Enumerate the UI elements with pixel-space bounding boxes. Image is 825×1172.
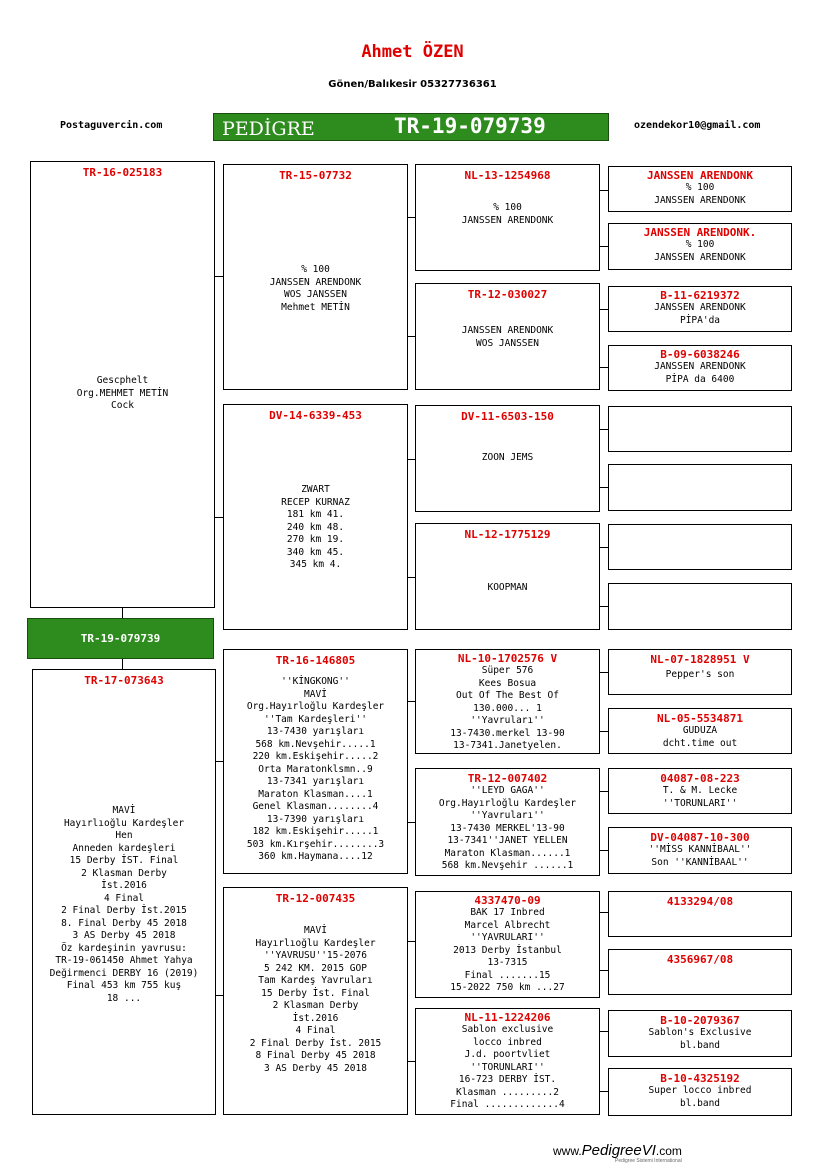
- gen4-ring-9: NL-07-1828951 V: [650, 653, 750, 666]
- gen4-ring-15: B-10-2079367: [660, 1014, 740, 1027]
- owner-location: Gönen/Balıkesir 05327736361: [328, 79, 497, 90]
- footer-brand[interactable]: [553, 1142, 682, 1164]
- gen3-ring-2: TR-12-030027: [467, 288, 548, 301]
- footer-brand-name: PedigreeVI: [581, 1142, 656, 1159]
- gen4-ring-3: B-11-6219372: [660, 289, 740, 302]
- gen4-ring-11: 04087-08-223: [660, 772, 740, 785]
- gen3-info-2: JANSSEN ARENDONK WOS JANSSEN: [461, 325, 554, 349]
- gen3-ring-1: NL-13-1254968: [464, 169, 551, 182]
- gen2-info-2: ZWART RECEP KURNAZ 181 km 41. 240 km 48. 270 km 19. 340 km 45. 345 km 4.: [281, 484, 350, 570]
- gen4-card-15[interactable]: [608, 1010, 792, 1057]
- gen2-info-4: MAVİ Hayırlıoğlu Kardeşler ''YAVRUSU''15-2076 5 242 KM. 2015 GOP Tam Kardeş Yavruları 15 Derby İst. Final 2 Klasman Derby İst.2016 4 Final 2 Final Derby İst. 2015 8 Final Derby 45 2018 3 AS Derby 45 2018: [249, 925, 382, 1074]
- gen2-card-3[interactable]: [223, 649, 408, 874]
- gen4-card-2[interactable]: [608, 223, 792, 270]
- gen2-ring-1: TR-15-07732: [279, 169, 352, 182]
- sire-card[interactable]: [30, 161, 215, 608]
- gen4-ring-13: 4133294/08: [666, 895, 734, 908]
- gen4-card-5[interactable]: [608, 406, 792, 452]
- gen4-info-11: T. & M. Lecke ''TORUNLARI'': [662, 785, 738, 809]
- sire-ring: TR-16-025183: [82, 166, 163, 179]
- gen3-card-6[interactable]: [415, 768, 600, 876]
- footer-brand-prefix: www.: [553, 1144, 582, 1158]
- gen4-card-14[interactable]: [608, 949, 792, 995]
- gen4-card-1[interactable]: [608, 166, 792, 212]
- banner-label: PEDİGRE: [222, 118, 315, 140]
- gen3-card-2[interactable]: [415, 283, 600, 390]
- gen4-card-13[interactable]: [608, 891, 792, 937]
- gen2-ring-2: DV-14-6339-453: [269, 409, 362, 422]
- gen2-info-1: % 100 JANSSEN ARENDONK WOS JANSSEN Mehmet METİN: [269, 264, 362, 313]
- gen4-info-10: GUDUZA dcht.time out: [662, 725, 738, 749]
- gen4-card-7[interactable]: [608, 524, 792, 570]
- gen4-info-4: JANSSEN ARENDONK PİPA da 6400: [654, 361, 746, 385]
- gen4-card-10[interactable]: [608, 708, 792, 754]
- subject-ring: TR-19-079739: [80, 632, 161, 645]
- gen3-info-3: ZOON JEMS: [481, 452, 534, 463]
- footer-brand-suffix: .com: [655, 1144, 682, 1158]
- gen3-card-8[interactable]: [415, 1008, 600, 1115]
- gen3-info-8: Sablon exclusive locco inbred J.d. poortvliet ''TORUNLARI'' 16-723 DERBY İST. Klasman .........2 Final .............4: [450, 1024, 565, 1110]
- sire-info: Gescphelt Org.MEHMET METİN Cock: [76, 375, 169, 411]
- gen4-ring-14: 4356967/08: [666, 953, 734, 966]
- pedigree-banner: [213, 113, 609, 141]
- gen4-card-3[interactable]: [608, 286, 792, 332]
- gen4-card-8[interactable]: [608, 583, 792, 630]
- footer-tagline: Pedigree Sistemi International: [615, 1158, 682, 1164]
- gen3-info-7: BAK 17 Inbred Marcel Albrecht ''YAVRULARI'' 2013 Derby İstanbul 13-7315 Final .......15 15-2022 750 km ...27: [450, 907, 565, 993]
- gen4-info-15: Sablon's Exclusive bl.band: [648, 1027, 752, 1051]
- gen3-ring-6: TR-12-007402: [467, 772, 548, 785]
- gen4-ring-16: B-10-4325192: [660, 1072, 740, 1085]
- email-link[interactable]: ozendekor10@gmail.com: [634, 120, 761, 131]
- gen3-info-4: KOOPMAN: [487, 582, 528, 593]
- gen4-card-6[interactable]: [608, 464, 792, 511]
- gen2-ring-4: TR-12-007435: [275, 892, 356, 905]
- gen4-ring-10: NL-05-5534871: [656, 712, 744, 725]
- gen3-ring-8: NL-11-1224206: [464, 1011, 551, 1024]
- gen4-info-2: % 100 JANSSEN ARENDONK: [654, 239, 746, 263]
- gen2-card-2[interactable]: [223, 404, 408, 630]
- gen3-card-5[interactable]: [415, 649, 600, 754]
- gen3-card-3[interactable]: [415, 405, 600, 512]
- gen2-card-1[interactable]: [223, 164, 408, 390]
- gen3-ring-4: NL-12-1775129: [464, 528, 551, 541]
- gen4-ring-4: B-09-6038246: [660, 348, 740, 361]
- gen3-info-1: % 100 JANSSEN ARENDONK: [461, 202, 554, 226]
- gen4-card-9[interactable]: [608, 649, 792, 695]
- gen3-ring-7: 4337470-09: [474, 894, 541, 907]
- gen3-ring-3: DV-11-6503-150: [461, 410, 554, 423]
- dam-info: MAVİ Hayırlıoğlu Kardeşler Hen Anneden kardeşleri 15 Derby İST. Final 2 Klasman Derby İst.2016 4 Final 2 Final Derby İst.2015 8. Final Derby 45 2018 3 AS Derby 45 2018 Öz kardeşinin yavrusu: TR-19-061450 Ahmet Yahya Değirmenci DERBY 16 (2019) Final 453 km 755 kuş 18 ...: [49, 805, 199, 1004]
- gen2-ring-3: TR-16-146805: [275, 654, 356, 667]
- gen4-info-16: Super locco inbred bl.band: [648, 1085, 752, 1109]
- gen3-info-6: ''LEYD GAGA'' Org.Hayırloğlu Kardeşler ''Yavruları'' 13-7430 MERKEL'13-90 13-7341''JANET YELLEN Maraton Klasman......1 568 km.Nevşehir ......1: [438, 785, 577, 871]
- gen3-ring-5: NL-10-1702576 V: [457, 652, 558, 665]
- gen4-card-11[interactable]: [608, 768, 792, 814]
- gen3-card-7[interactable]: [415, 891, 600, 998]
- gen2-card-4[interactable]: [223, 887, 408, 1115]
- gen4-ring-2: JANSSEN ARENDONK.: [643, 226, 757, 239]
- gen4-ring-12: DV-04087-10-300: [650, 831, 750, 844]
- gen2-info-3: ''KİNGKONG'' MAVİ Org.Hayırloğlu Kardeşler ''Tam Kardeşleri'' 13-7430 yarışları 568 km.Nevşehir.....1 220 km.Eskişehir.....2 Orta Maratonklsmn..9 13-7341 yarışları Maraton Klasman....1 Genel Klasman........4 13-7390 yarışları 182 km.Eskişehir.....1 503 km.Kırşehir........3 360 km.Haymana....12: [246, 676, 385, 862]
- dam-ring: TR-17-073643: [84, 674, 164, 687]
- gen4-card-16[interactable]: [608, 1068, 792, 1116]
- gen4-info-9: Pepper's son: [665, 669, 735, 680]
- subject-card[interactable]: [27, 618, 214, 659]
- owner-name: Ahmet ÖZEN: [361, 42, 464, 62]
- gen4-info-1: % 100 JANSSEN ARENDONK: [654, 182, 746, 206]
- dam-card[interactable]: [32, 669, 216, 1115]
- gen4-ring-1: JANSSEN ARENDONK: [647, 169, 753, 182]
- gen4-info-12: ''MİSS KANNİBAAL'' Son ''KANNİBAAL'': [648, 844, 752, 868]
- gen3-card-1[interactable]: [415, 164, 600, 271]
- banner-ring: TR-19-079739: [394, 114, 546, 138]
- gen3-card-4[interactable]: [415, 523, 600, 630]
- website-link[interactable]: Postaguvercin.com: [60, 120, 163, 131]
- gen4-card-12[interactable]: [608, 827, 792, 874]
- gen4-card-4[interactable]: [608, 345, 792, 391]
- gen3-info-5: Süper 576 Kees Bosua Out Of The Best Of 130.000... 1 ''Yavruları'' 13-7430.merkel 13-90 13-7341.Janetyelen.: [450, 665, 565, 751]
- gen4-info-3: JANSSEN ARENDONK PİPA'da: [654, 302, 746, 326]
